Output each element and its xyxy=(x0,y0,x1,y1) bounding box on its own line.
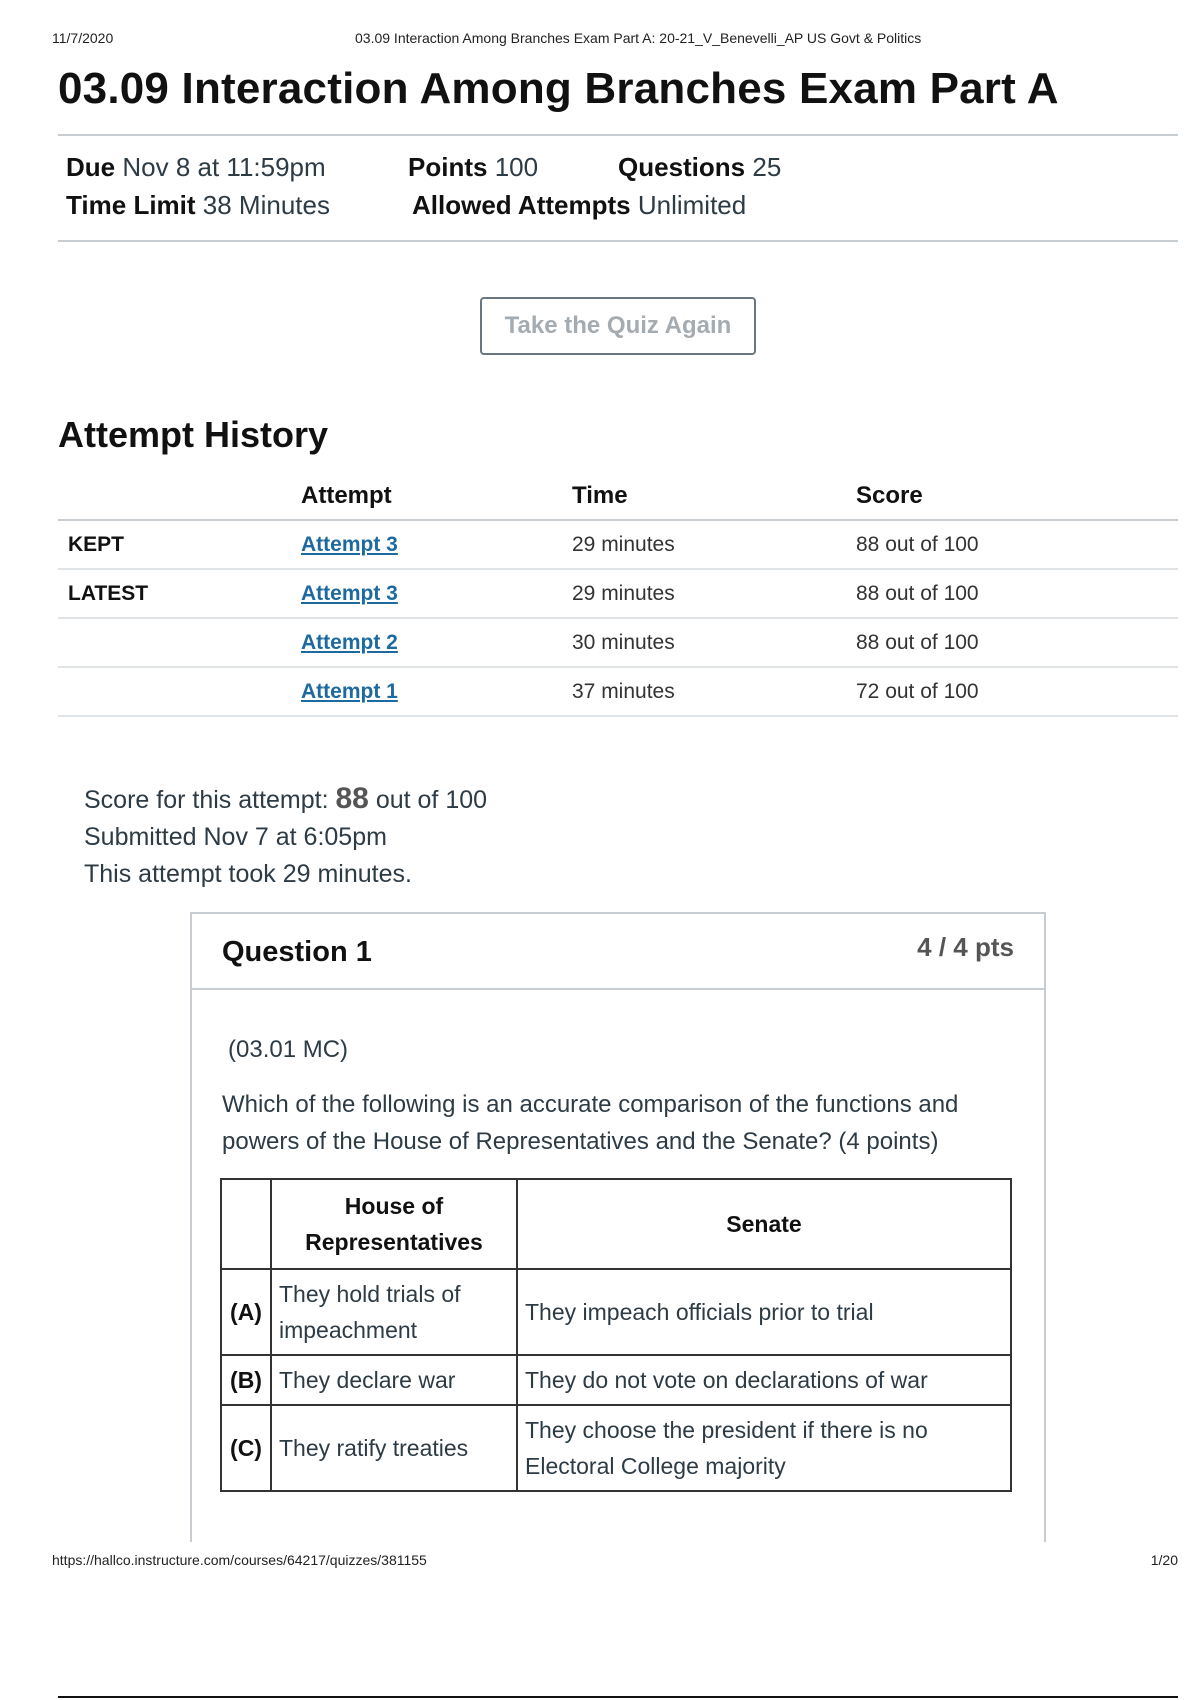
option-letter: (A) xyxy=(221,1269,271,1355)
answer-options-table xyxy=(220,1178,1012,1492)
option-letter: (B) xyxy=(221,1355,271,1405)
table-header-row xyxy=(221,1179,1011,1269)
attempt-score: 88 out of 100 xyxy=(856,520,1178,569)
quiz-points: Points 100 xyxy=(408,152,539,182)
quiz-allowed-attempts: Allowed Attempts Unlimited xyxy=(412,190,747,220)
table-row xyxy=(58,667,1178,716)
column-header-senate: Senate xyxy=(517,1179,1011,1269)
attempt-time: 29 minutes xyxy=(572,520,856,569)
page-url: https://hallco.instructure.com/courses/64217/quizzes/381155 xyxy=(52,1552,427,1568)
question-title: Question 1 xyxy=(222,936,372,968)
attempt-score: 88 out of 100 xyxy=(856,569,1178,618)
attempt-time: 30 minutes xyxy=(572,618,856,667)
page-title: 03.09 Interaction Among Branches Exam Part A xyxy=(58,64,1059,113)
attempt-status-label xyxy=(58,618,301,667)
option-house: They hold trials of impeachment xyxy=(271,1269,517,1355)
attempt-link[interactable]: Attempt 3 xyxy=(301,581,398,605)
take-quiz-again-button[interactable]: Take the Quiz Again xyxy=(480,297,756,355)
attempt-time: 29 minutes xyxy=(572,569,856,618)
attempt-score: 72 out of 100 xyxy=(856,667,1178,716)
question-text: Which of the following is an accurate comparison of the functions and powers of the House of Representatives and the Senate? (4 points) xyxy=(222,1091,959,1155)
table-row xyxy=(221,1405,1011,1491)
option-house: They ratify treaties xyxy=(271,1405,517,1491)
print-date: 11/7/2020 xyxy=(52,30,114,46)
attempt-status-label: KEPT xyxy=(58,520,301,569)
attempt-link[interactable]: Attempt 2 xyxy=(301,630,398,654)
question-code: (03.01 MC) xyxy=(228,1036,349,1063)
print-doc-title: 03.09 Interaction Among Branches Exam Part A: 20-21_V_Benevelli_AP US Govt & Politics xyxy=(355,30,922,46)
attempt-link[interactable]: Attempt 3 xyxy=(301,532,398,556)
column-header-label xyxy=(58,472,301,520)
table-row xyxy=(221,1269,1011,1355)
attempt-duration: This attempt took 29 minutes. xyxy=(84,860,412,888)
table-row xyxy=(58,618,1178,667)
question-card xyxy=(190,912,1046,1542)
attempt-score-summary: Score for this attempt: 88 out of 100 xyxy=(84,782,488,815)
attempt-status-label xyxy=(58,667,301,716)
attempt-summary xyxy=(84,780,487,893)
attempt-time: 37 minutes xyxy=(572,667,856,716)
page-number: 1/20 xyxy=(1150,1552,1178,1568)
attempt-status-label: LATEST xyxy=(58,569,301,618)
attempt-score: 88 out of 100 xyxy=(856,618,1178,667)
quiz-due: Due Nov 8 at 11:59pm xyxy=(66,152,326,182)
column-header-option xyxy=(221,1179,271,1269)
question-header xyxy=(192,914,1044,990)
attempt-history-table xyxy=(58,472,1178,717)
divider xyxy=(58,240,1178,242)
column-header-house: House of Representatives xyxy=(271,1179,517,1269)
option-senate: They impeach officials prior to trial xyxy=(517,1269,1011,1355)
option-house: They declare war xyxy=(271,1355,517,1405)
score-value: 88 xyxy=(335,782,369,815)
table-row xyxy=(58,569,1178,618)
option-letter: (C) xyxy=(221,1405,271,1491)
table-row xyxy=(221,1355,1011,1405)
divider xyxy=(58,1696,1178,1698)
attempt-history-title: Attempt History xyxy=(58,414,329,455)
question-points: 4 / 4 pts xyxy=(917,932,1014,962)
table-row xyxy=(58,520,1178,569)
option-senate: They do not vote on declarations of war xyxy=(517,1355,1011,1405)
submitted-time: Submitted Nov 7 at 6:05pm xyxy=(84,823,387,851)
quiz-questions: Questions 25 xyxy=(618,152,782,182)
quiz-time-limit: Time Limit 38 Minutes xyxy=(66,190,330,220)
print-header xyxy=(52,30,1148,50)
divider xyxy=(58,134,1178,136)
table-header-row xyxy=(58,472,1178,520)
option-senate: They choose the president if there is no Electoral College majority xyxy=(517,1405,1011,1491)
attempt-link[interactable]: Attempt 1 xyxy=(301,679,398,703)
column-header-time: Time xyxy=(572,472,856,520)
column-header-score: Score xyxy=(856,472,1178,520)
column-header-attempt: Attempt xyxy=(301,472,572,520)
